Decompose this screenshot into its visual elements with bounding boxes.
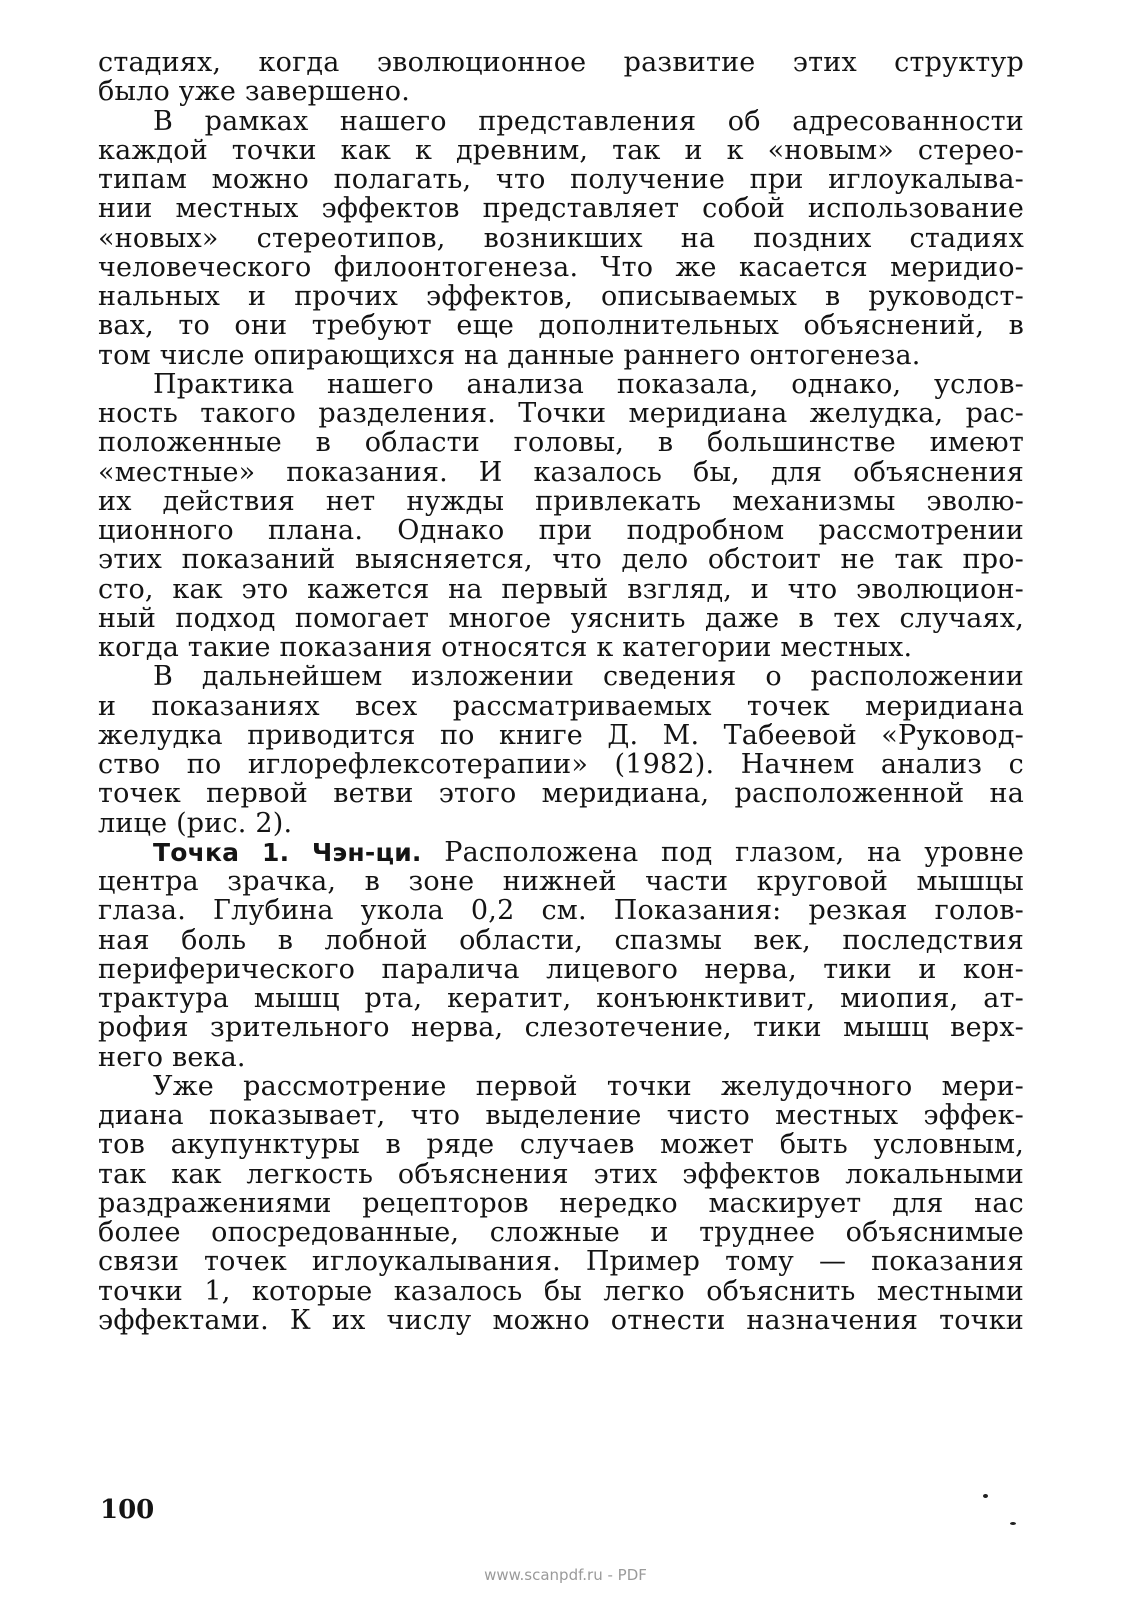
text-line: человеческого филоонтогенеза. Что же касается меридио- [98,251,1024,283]
page-number: 100 [100,1495,155,1525]
point-heading: Точка 1. Чэн-ци. [153,837,422,867]
text-line: связи точек иглоукалывания. Пример тому — показания [98,1246,1024,1278]
text-line: ность такого разделения. Точки меридиана желудка, рас- [98,398,1024,429]
text-line: «новых» стереотипов, возникших на поздних стадиях [98,222,1024,254]
text-line: точки 1, которые казалось бы легко объяснить местными [98,1275,1024,1307]
text-line: было уже завершено. [98,76,411,108]
text-line: желудка приводится по книге Д. М. Табеевой «Руковод- [98,719,1024,751]
text-line: трактура мышц рта, кератит, конъюнктивит, миопия, ат- [98,983,1024,1014]
page-body [98,48,1024,1335]
text-line: Практика нашего анализа показала, однако, услов- [153,368,1024,400]
text-line: более опосредованные, сложные и труднее объяснимые [98,1217,1024,1248]
text-line: периферического паралича лицевого нерва, тики и кон- [98,953,1024,985]
text-line: типам можно полагать, что получение при иглоукалыва- [98,164,1024,195]
text-line: эффектами. К их числу можно отнести назначения точки [98,1304,1024,1336]
text-line: этих показаний выясняется, что дело обстоит не так про- [98,544,1024,576]
text-line: него века. [98,1041,246,1073]
text-line [98,838,1024,867]
text-line: ная боль в лобной области, спазмы век, последствия [98,924,1024,956]
text-line: тов акупунктуры в ряде случаев может быть условным, [98,1129,1024,1161]
text-line: Уже рассмотрение первой точки желудочного мери- [153,1070,1024,1102]
text-line: их действия нет нужды привлекать механизмы эволю- [98,485,1024,517]
text-line: глаза. Глубина укола 0,2 см. Показания: резкая голов- [98,895,1024,927]
text-line: центра зрачка, в зоне нижней части круговой мышцы [98,866,1024,897]
scan-speck [983,1494,988,1498]
text-line: лице (рис. 2). [98,807,293,839]
text-line: раздражениями рецепторов нередко маскирует для нас [98,1187,1024,1219]
text-line: том числе опирающихся на данные раннего онтогенеза. [98,339,921,371]
text-line: рофия зрительного нерва, слезотечение, тики мышц верх- [98,1012,1024,1044]
text-line: сто, как это кажется на первый взгляд, и что эволюцион- [98,573,1024,605]
text-line: вах, то они требуют еще дополнительных объяснений, в [98,310,1024,342]
text-line: положенные в области головы, в большинстве имеют [98,427,1024,459]
text-line: ство по иглорефлексотерапии» (1982). Начнем анализ с [98,749,1024,780]
text-line: стадиях, когда эволюционное развитие этих структур [98,47,1024,78]
text-line: так как легкость объяснения этих эффектов локальными [98,1158,1024,1190]
text-line: «местные» показания. И казалось бы, для объяснения [98,456,1024,488]
scan-speck [1010,1522,1016,1525]
text-line: точек первой ветви этого меридиана, расположенной на [98,778,1024,810]
text-line: каждой точки как к древним, так и к «новым» стерео- [98,134,1024,166]
text-line: нии местных эффектов представляет собой использование [98,193,1024,225]
text-line: В дальнейшем изложении сведения о расположении [153,661,1024,693]
text-line: ный подход помогает многое уяснить даже в тех случаях, [98,602,1024,634]
text-line: нальных и прочих эффектов, описываемых в руководст- [98,281,1024,312]
text-line-rest: Расположена под глазом, на уровне [421,836,1024,868]
text-line: когда такие показания относятся к категории местных. [98,632,913,663]
text-line: и показаниях всех рассматриваемых точек меридиана [98,690,1024,722]
watermark: www.scanpdf.ru - PDF [484,1566,647,1584]
text-line: В рамках нашего представления об адресованности [153,105,1024,137]
text-line: диана показывает, что выделение чисто местных эффек- [98,1100,1024,1131]
text-line: ционного плана. Однако при подробном рассмотрении [98,515,1024,546]
